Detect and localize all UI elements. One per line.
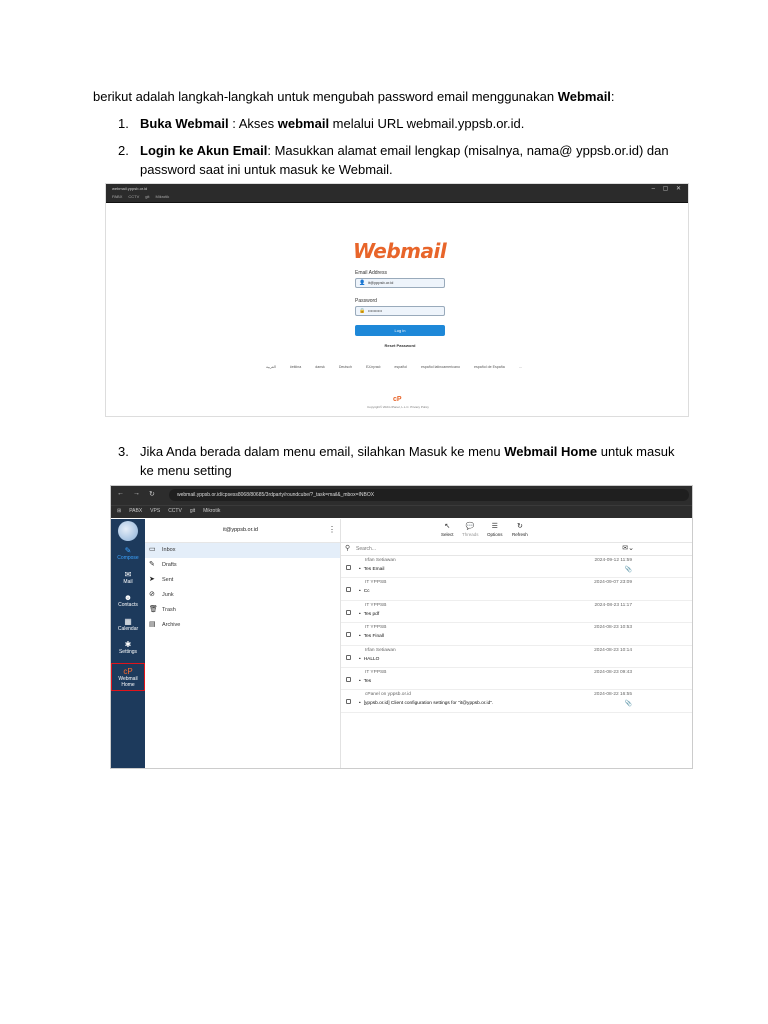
- message-subject: • Cc: [359, 589, 370, 594]
- step-number: 3.: [118, 444, 129, 459]
- bookmark[interactable]: CCTV: [168, 508, 182, 514]
- folder-junk[interactable]: [145, 588, 340, 603]
- sidebar-item-contacts[interactable]: [111, 593, 145, 608]
- step-number: 1.: [118, 116, 129, 131]
- message-date: 2024-08-23 10:53: [594, 625, 632, 631]
- message-row[interactable]: [341, 690, 693, 712]
- cpanel-logo-icon: cP: [393, 396, 402, 403]
- message-date: 2024-08-22 16:55: [594, 692, 632, 698]
- language-more[interactable]: ...: [518, 365, 522, 369]
- cursor-icon: ↖: [444, 523, 451, 530]
- refresh-icon: ↻: [516, 523, 523, 530]
- threads-icon: 💬: [465, 523, 475, 530]
- language-link[interactable]: español: [394, 365, 408, 369]
- message-from: IT YPPSB: [365, 625, 387, 631]
- sent-icon: ➤: [149, 576, 155, 583]
- list-toolbar: [341, 519, 693, 543]
- bookmark[interactable]: CCTV: [128, 194, 140, 199]
- row-checkbox[interactable]: [346, 699, 351, 704]
- login-screenshot: [105, 183, 689, 417]
- cpanel-icon: cP: [123, 667, 133, 676]
- mail-icon: ✉: [124, 570, 132, 579]
- folder-label: Junk: [162, 592, 174, 598]
- intro-colon: :: [610, 89, 615, 104]
- folder-label: Archive: [162, 622, 181, 628]
- row-checkbox[interactable]: [346, 655, 351, 660]
- message-date: 2024-08-23 10:14: [594, 647, 632, 653]
- step-bold: Webmail Home: [504, 444, 598, 459]
- message-subject: • HALLO: [359, 657, 379, 662]
- email-value: it@yppsb.or.id: [368, 280, 394, 285]
- folder-label: Sent: [162, 577, 174, 583]
- roundcube-logo: [118, 521, 138, 541]
- search-input[interactable]: Search...: [356, 546, 377, 552]
- message-row[interactable]: [341, 556, 693, 578]
- language-link[interactable]: Ελληνικά: [366, 365, 381, 369]
- message-row[interactable]: [341, 601, 693, 623]
- tool-label: Select: [441, 532, 454, 537]
- message-row[interactable]: [341, 646, 693, 668]
- bookmark[interactable]: git: [189, 508, 196, 514]
- intro-text: berikut adalah langkah-langkah untuk mengubah password email menggunakan: [93, 89, 558, 104]
- email-label: Email Address: [355, 270, 387, 276]
- webmail-app: [111, 519, 693, 769]
- row-checkbox[interactable]: [346, 632, 351, 637]
- step-desc: Jika Anda berada dalam menu email, silahkan Masuk ke menu: [140, 444, 505, 459]
- reload-icon[interactable]: ↻: [149, 491, 155, 498]
- step-text: [140, 141, 680, 179]
- message-from: IT YPPSB: [365, 580, 387, 586]
- tool-label: Threads: [462, 532, 479, 537]
- message-subject: • Tes Email: [359, 567, 384, 572]
- step-text: [140, 114, 680, 133]
- step-desc: : Masukkan alamat email lengkap (misalnya, nama@ yppsb.or.id) dan password saat ini untuk masuk ke Webmail.: [140, 143, 669, 177]
- address-bar[interactable]: webmail.yppsb.or.id: [112, 186, 148, 191]
- step-desc: : Akses: [228, 116, 278, 131]
- step-text: [140, 442, 680, 480]
- sidebar-label: Webmail Home: [118, 676, 138, 688]
- envelope-dropdown-icon[interactable]: ✉⌄: [622, 545, 634, 552]
- browser-nav: [117, 490, 155, 498]
- apps-icon[interactable]: ⊞: [117, 508, 122, 514]
- sidebar-label: Settings: [118, 649, 138, 655]
- search-bar[interactable]: [341, 543, 693, 556]
- reset-password-link[interactable]: Reset Password: [384, 343, 416, 348]
- settings-icon: ✱: [124, 640, 132, 649]
- folder-archive[interactable]: [145, 618, 340, 633]
- password-value: ••••••••••: [368, 308, 383, 313]
- folder-inbox[interactable]: [145, 543, 340, 558]
- message-row[interactable]: [341, 578, 693, 600]
- options-button[interactable]: [487, 522, 503, 537]
- options-icon: ☰: [491, 523, 498, 530]
- window-controls[interactable]: – ▢ ✕: [651, 186, 684, 192]
- search-icon: ⚲: [345, 545, 351, 552]
- sidebar-item-settings[interactable]: [111, 640, 145, 655]
- message-subject: • Tes: [359, 679, 371, 684]
- compose-icon: ✎: [124, 546, 132, 555]
- address-bar[interactable]: webmail.yppsb.or.id/cpsess8068/80685/3rdparty/roundcube/?_task=mail&_mbox=INBOX: [169, 489, 689, 501]
- tool-label: Refresh: [512, 532, 528, 537]
- browser-bar: [106, 184, 688, 203]
- step-title: Login ke Akun Email: [140, 143, 268, 158]
- language-link[interactable]: español latinoamericano: [421, 365, 460, 369]
- sidebar-item-mail[interactable]: [111, 570, 145, 585]
- folder-drafts[interactable]: [145, 558, 340, 573]
- bookmark[interactable]: git: [145, 194, 150, 199]
- intro-paragraph: [93, 87, 615, 106]
- bookmark[interactable]: VPS: [150, 508, 161, 514]
- step-title: Buka Webmail: [140, 116, 229, 131]
- folder-trash[interactable]: [145, 603, 340, 618]
- password-field[interactable]: [355, 306, 445, 316]
- sidebar-label: Calendar: [117, 626, 139, 632]
- app-sidebar: [111, 519, 145, 769]
- calendar-icon: ▦: [124, 617, 132, 626]
- message-from: cPanel on yppsb.or.id: [365, 692, 411, 698]
- message-from: Irfan Setiawan: [365, 647, 396, 653]
- sidebar-item-calendar[interactable]: [111, 617, 145, 632]
- account-name: it@yppsb.or.id: [223, 527, 258, 533]
- message-subject: • Tes pdf: [359, 612, 379, 617]
- bookmark[interactable]: Mikrotik: [155, 194, 170, 199]
- bookmark[interactable]: Mikrotik: [203, 508, 221, 514]
- sidebar-label: Contacts: [118, 602, 138, 608]
- sidebar-item-compose[interactable]: [111, 546, 145, 561]
- user-icon: 👤: [359, 280, 366, 286]
- step-desc-2: melalui URL webmail.yppsb.or.id.: [329, 116, 525, 131]
- back-icon[interactable]: ←: [117, 490, 124, 497]
- message-from: IT YPPSB: [365, 669, 387, 675]
- tool-label: Options: [487, 532, 503, 537]
- step-desc-2: untuk masuk ke menu setting: [140, 444, 675, 478]
- message-from: Irfan Setiawan: [365, 558, 396, 563]
- language-list: [266, 365, 522, 369]
- row-checkbox[interactable]: [346, 565, 351, 570]
- attachment-icon: 📎: [624, 701, 632, 708]
- row-checkbox[interactable]: [346, 610, 351, 615]
- password-label: Password: [355, 298, 377, 304]
- language-link[interactable]: العربية: [266, 365, 276, 369]
- attachment-icon: 📎: [624, 567, 632, 573]
- archive-icon: ▤: [149, 621, 156, 628]
- sidebar-label: Compose: [117, 555, 139, 561]
- row-checkbox[interactable]: [346, 677, 351, 682]
- step-number: 2.: [118, 143, 129, 158]
- language-link[interactable]: Deutsch: [338, 365, 352, 369]
- forward-icon[interactable]: →: [133, 490, 140, 497]
- row-checkbox[interactable]: [346, 587, 351, 592]
- footer-copyright: Copyright© 2024 cPanel, L.L.C. Privacy Policy: [367, 405, 429, 409]
- language-link[interactable]: español de España: [473, 365, 505, 369]
- drafts-icon: ✎: [149, 561, 155, 568]
- step-bold: webmail: [277, 116, 330, 131]
- language-link[interactable]: dansk: [315, 365, 325, 369]
- bookmark[interactable]: PABX: [129, 508, 143, 514]
- folder-label: Inbox: [162, 547, 176, 553]
- account-header: [145, 519, 340, 543]
- sidebar-item-webmail-home[interactable]: [111, 663, 145, 691]
- sidebar-label: Mail: [123, 579, 133, 585]
- folder-pane: [145, 519, 341, 769]
- browser-bar: [111, 486, 692, 505]
- select-button[interactable]: [441, 522, 454, 537]
- message-date: 2024-09-12 11:59: [594, 558, 632, 563]
- contacts-icon: ☻: [123, 593, 133, 602]
- bookmarks-bar: [111, 505, 692, 518]
- intro-bold: Webmail: [557, 89, 611, 104]
- folder-sent[interactable]: [145, 573, 340, 588]
- email-field[interactable]: [355, 278, 445, 288]
- trash-icon: 🗑: [149, 606, 158, 613]
- message-from: IT YPPSB: [365, 602, 387, 608]
- login-button[interactable]: Log in: [355, 325, 445, 336]
- junk-icon: ⊘: [149, 591, 155, 598]
- bookmark[interactable]: PABX: [112, 194, 123, 199]
- message-date: 2024-08-23 11:17: [594, 602, 632, 608]
- folder-label: Drafts: [162, 562, 177, 568]
- message-row[interactable]: [341, 668, 693, 690]
- folder-label: Trash: [162, 607, 176, 613]
- webmail-logo: Webmail: [353, 239, 447, 263]
- message-date: 2024-09-07 23:09: [594, 580, 632, 586]
- inbox-icon: ▭: [149, 546, 156, 553]
- inbox-screenshot: [110, 485, 693, 769]
- language-link[interactable]: čeština: [289, 365, 302, 369]
- lock-icon: 🔒: [359, 308, 366, 314]
- bookmarks-bar: [112, 194, 169, 199]
- more-icon[interactable]: ⋮: [328, 525, 336, 534]
- message-subject: • [yppsb.or.id] Client configuration settings for "it@yppsb.or.id".: [359, 701, 493, 706]
- message-list-pane: [341, 519, 693, 769]
- message-subject: • Tes Finall: [359, 634, 384, 639]
- message-row[interactable]: [341, 623, 693, 645]
- refresh-button[interactable]: [512, 522, 528, 537]
- message-date: 2024-08-23 09:43: [594, 669, 632, 675]
- threads-button[interactable]: [462, 522, 479, 537]
